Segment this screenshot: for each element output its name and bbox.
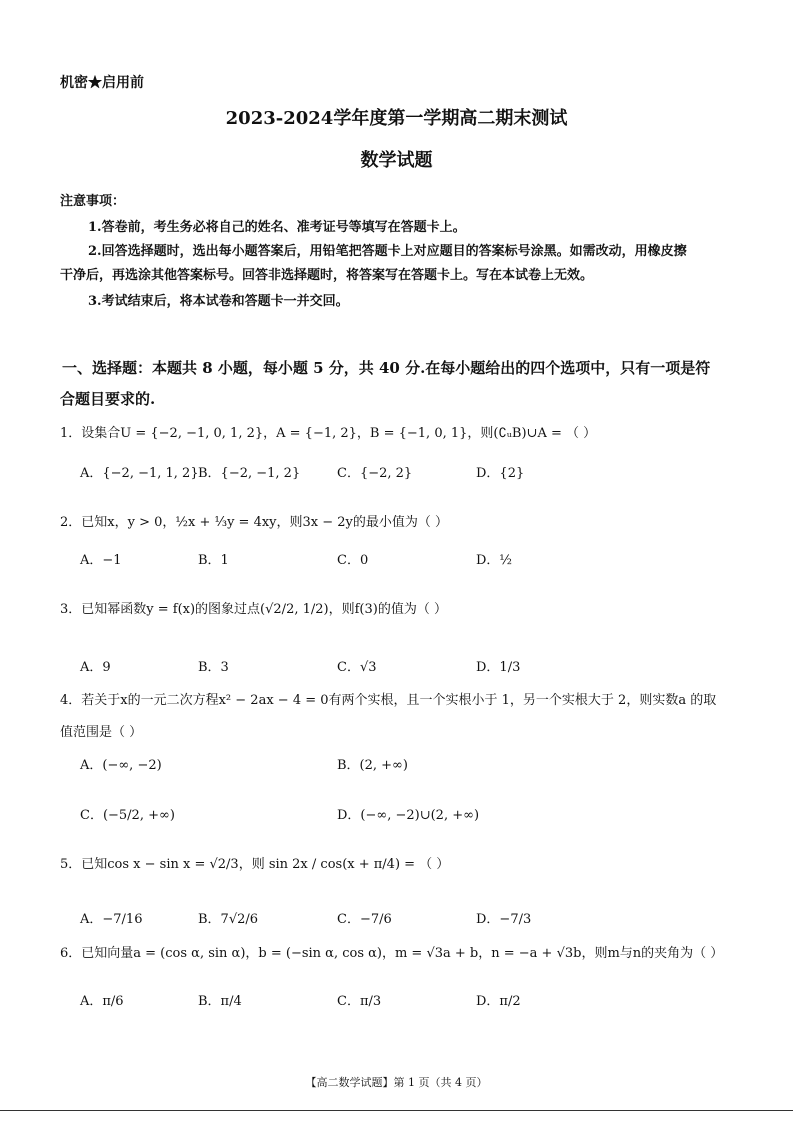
question-1-option-b: B．{−2, −1, 2}: [198, 466, 301, 481]
question-4-option-b: B．(2, +∞): [337, 758, 408, 773]
question-2-option-a: A．−1: [80, 553, 122, 568]
question-5-option-c: C．−7/6: [337, 912, 392, 927]
section-heading-line1: 一、选择题：本题共 8 小题，每小题 5 分，共 40 分.在每小题给出的四个选项中，只有一项是符: [62, 359, 711, 377]
note-item-2-cont: 干净后，再选涂其他答案标号。回答非选择题时，将答案写在答题卡上。写在本试卷上无效。: [60, 268, 594, 283]
question-6-stem: 6．已知向量a = (cos α, sin α)，b = (−sin α, cos α)，m = √3a + b，n = −a + √3b，则m与n的夹角为（ ）: [60, 946, 724, 961]
question-1-stem: 1．设集合U = {−2, −1, 0, 1, 2}，A = {−1, 2}，B = {−1, 0, 1}，则(∁ᵤB)∪A = （ ）: [60, 426, 597, 441]
question-6-option-b: B．π/4: [198, 994, 242, 1009]
question-4-option-a: A．(−∞, −2): [80, 758, 162, 773]
question-2-option-d: D．½: [476, 553, 513, 568]
question-1-option-d: D．{2}: [476, 466, 525, 481]
question-2-stem: 2．已知x，y > 0，½x + ⅓y = 4xy，则3x − 2y的最小值为（ ）: [60, 515, 449, 530]
question-5-option-b: B．7√2/6: [198, 912, 259, 927]
section-heading-line2: 合题目要求的.: [60, 390, 156, 408]
question-6-option-d: D．π/2: [476, 994, 521, 1009]
question-2-option-b: B．1: [198, 553, 229, 568]
question-3-stem: 3．已知幂函数y = f(x)的图象过点(√2/2, 1/2)，则f(3)的值为（ ）: [60, 602, 447, 617]
question-4-option-c: C．(−5/2, +∞): [80, 808, 175, 823]
bottom-divider: [0, 1110, 793, 1111]
question-3-option-c: C．√3: [337, 660, 377, 675]
question-5-option-a: A．−7/16: [80, 912, 143, 927]
question-4-option-d: D．(−∞, −2)∪(2, +∞): [337, 808, 480, 823]
question-5-option-d: D．−7/3: [476, 912, 532, 927]
question-6-option-c: C．π/3: [337, 994, 382, 1009]
note-item-3: 3.考试结束后，将本试卷和答题卡一并交回。: [88, 294, 349, 309]
question-6-option-a: A．π/6: [80, 994, 124, 1009]
question-3-option-a: A．9: [80, 660, 111, 675]
exam-subtitle: 数学试题: [360, 150, 433, 171]
question-1-option-a: A．{−2, −1, 1, 2}: [80, 466, 199, 481]
note-item-2: 2.回答选择题时，选出每小题答案后，用铅笔把答题卡上对应题目的答案标号涂黑。如需改动，用橡皮擦: [88, 244, 687, 259]
question-1-option-c: C．{−2, 2}: [337, 466, 413, 481]
question-4-stem-cont: 值范围是（ ）: [60, 725, 143, 740]
question-5-stem: 5．已知cos x − sin x = √2/3，则 sin 2x / cos(x + π/4) = （ ）: [60, 857, 450, 872]
note-item-1: 1.答卷前，考生务必将自己的姓名、准考证号等填写在答题卡上。: [88, 220, 466, 235]
question-4-stem: 4．若关于x的一元二次方程x² − 2ax − 4 = 0有两个实根，且一个实根小于 1，另一个实根大于 2，则实数a 的取: [60, 693, 717, 708]
notes-heading: 注意事项：: [60, 194, 126, 209]
page-footer: 【高二数学试题】第 1 页（共 4 页）: [305, 1076, 488, 1089]
question-2-option-c: C．0: [337, 553, 369, 568]
confidential-label: 机密★启用前: [60, 75, 144, 91]
exam-title: 2023-2024学年度第一学期高二期末测试: [225, 108, 568, 129]
question-3-option-d: D．1/3: [476, 660, 521, 675]
question-3-option-b: B．3: [198, 660, 229, 675]
